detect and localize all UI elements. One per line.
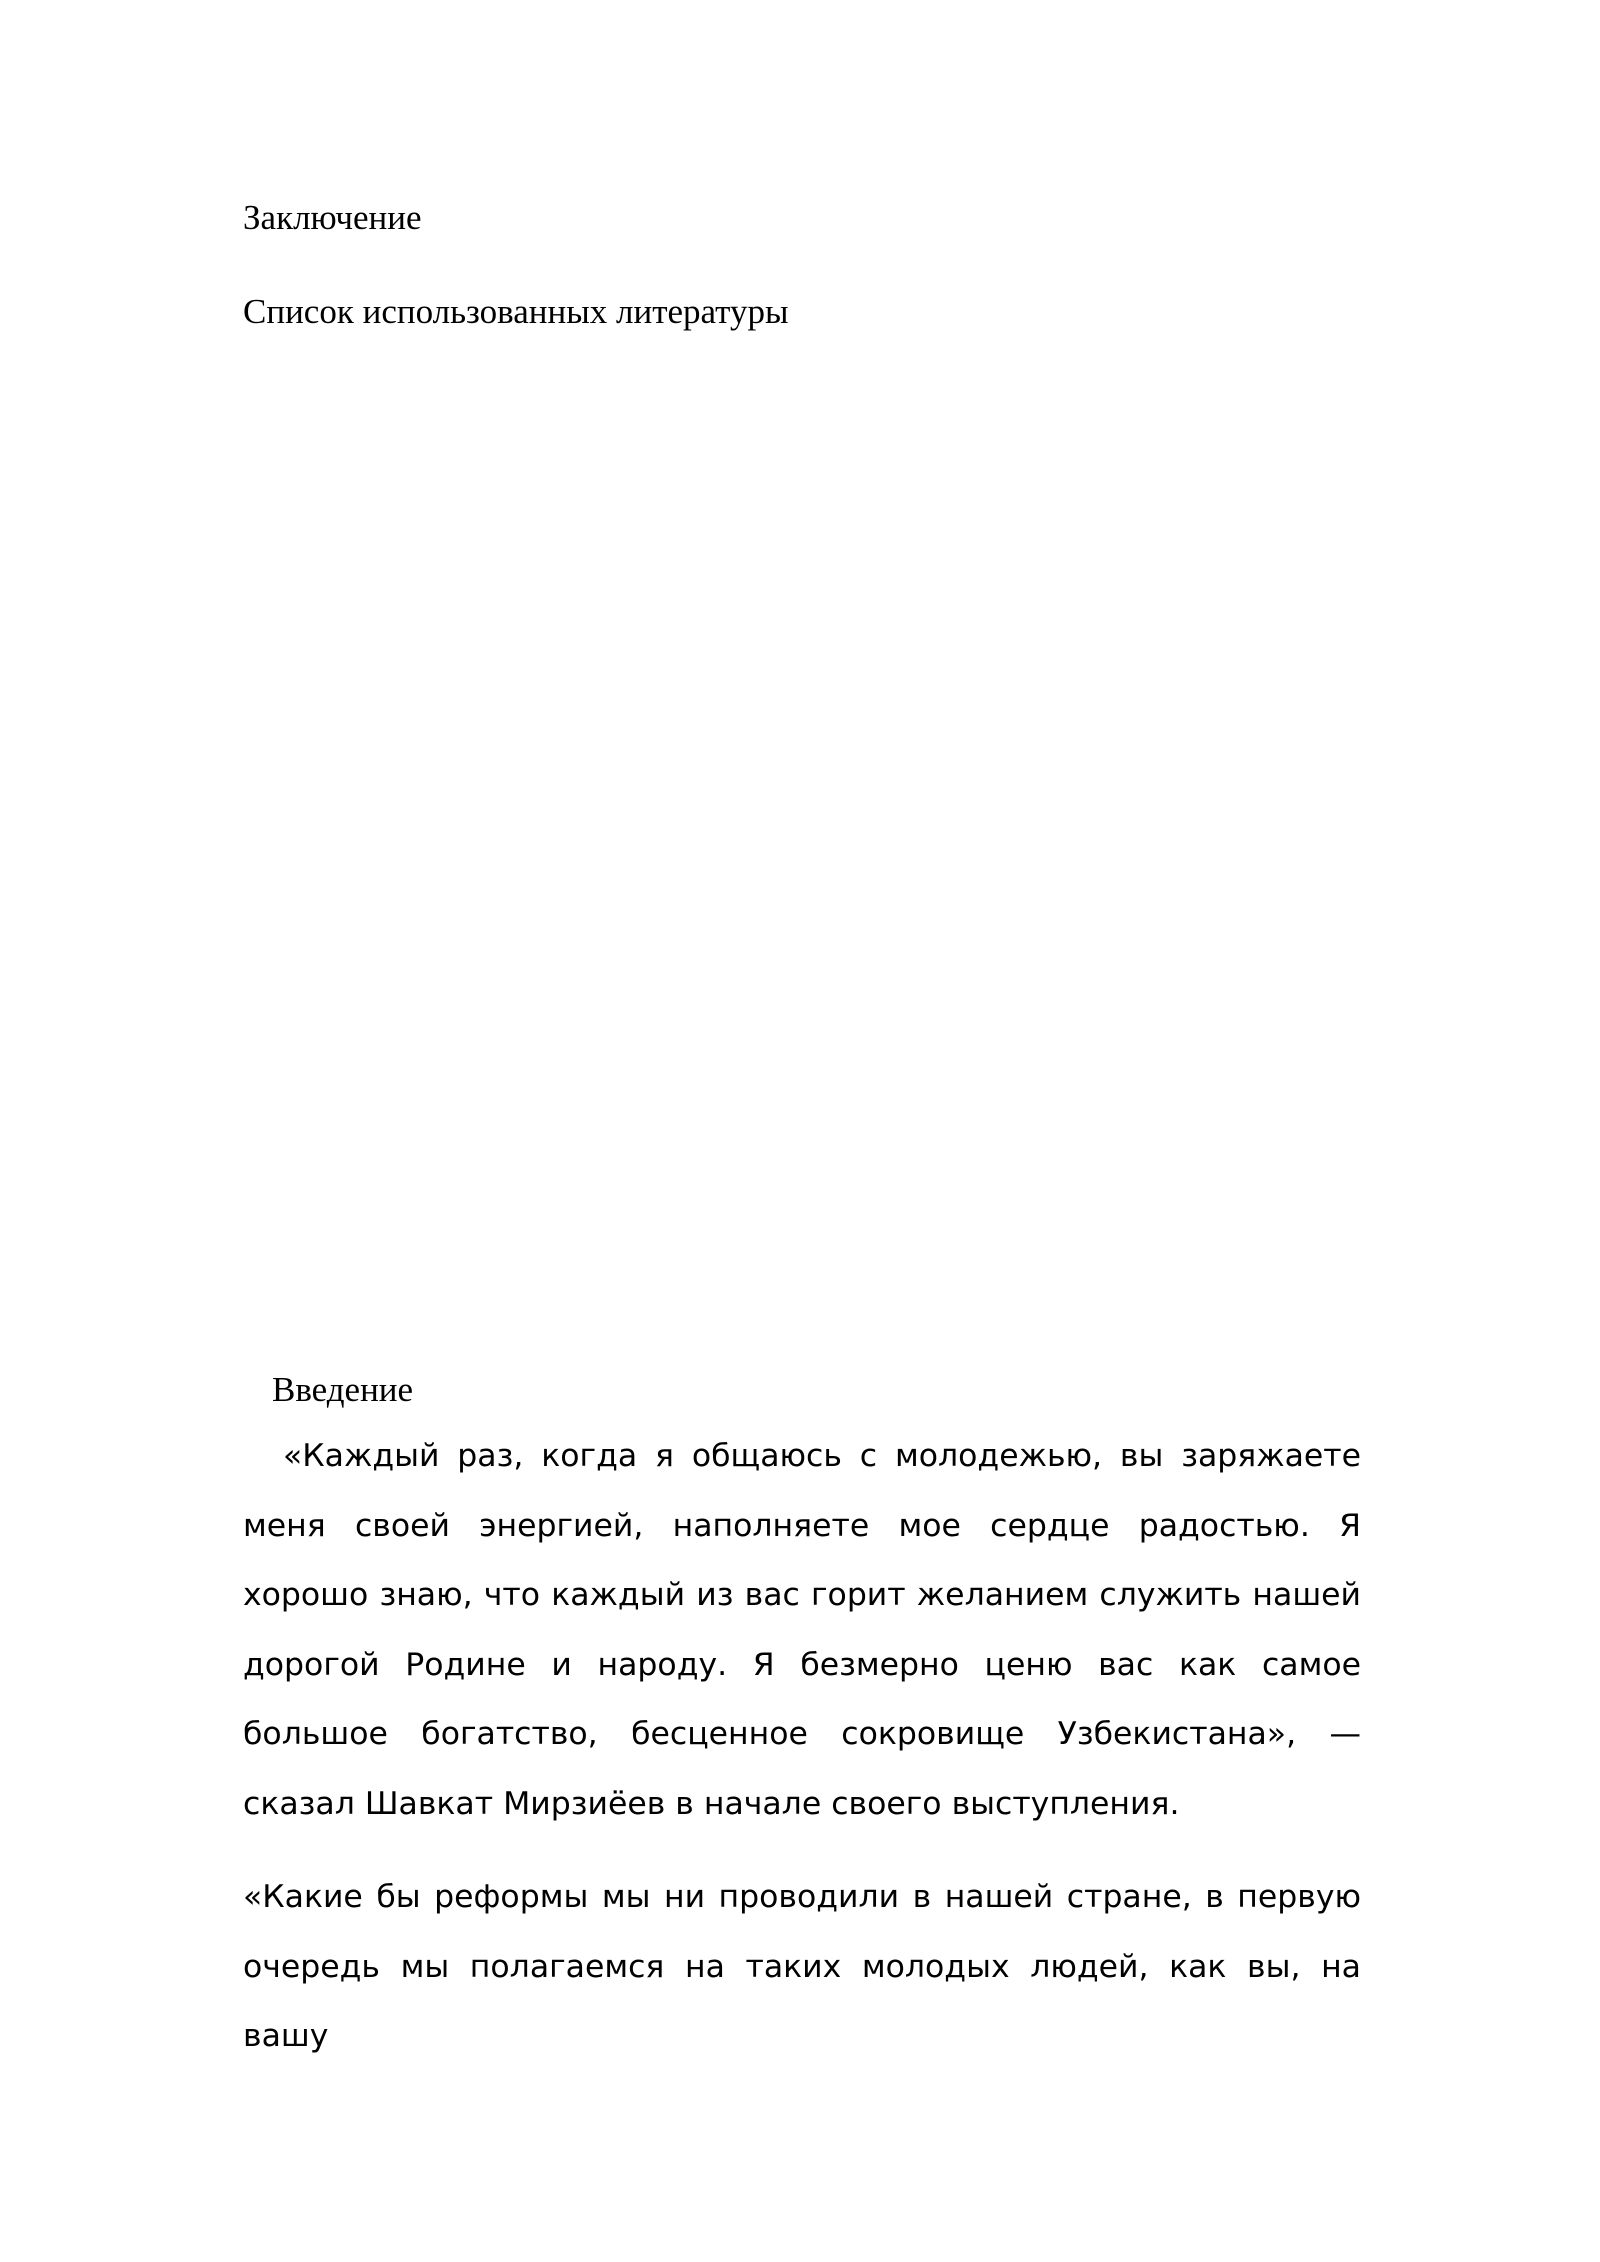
toc-item-references: Список использованных литературы — [243, 292, 789, 331]
toc-item-conclusion: Заключение — [243, 198, 422, 237]
introduction-paragraph-2: «Какие бы реформы мы ни проводили в нашей стране, в первую очередь мы полагаемся на таких молодых людей, как вы, на вашу — [243, 1879, 1361, 2054]
introduction-paragraph-1: «Каждый раз, когда я общаюсь с молодежью, вы заряжаете меня своей энергией, наполняете мое сердце радостью. Я хорошо знаю, что каждый из вас горит желанием служить нашей дорогой Родине и народу. Я безмерно ценю вас как самое большое богатство, бесценное сокровище Узбекистана», — сказал Шавкат Мирзиёев в начале своего выступления. — [243, 1438, 1361, 1822]
introduction-heading: Введение — [272, 1370, 414, 1409]
